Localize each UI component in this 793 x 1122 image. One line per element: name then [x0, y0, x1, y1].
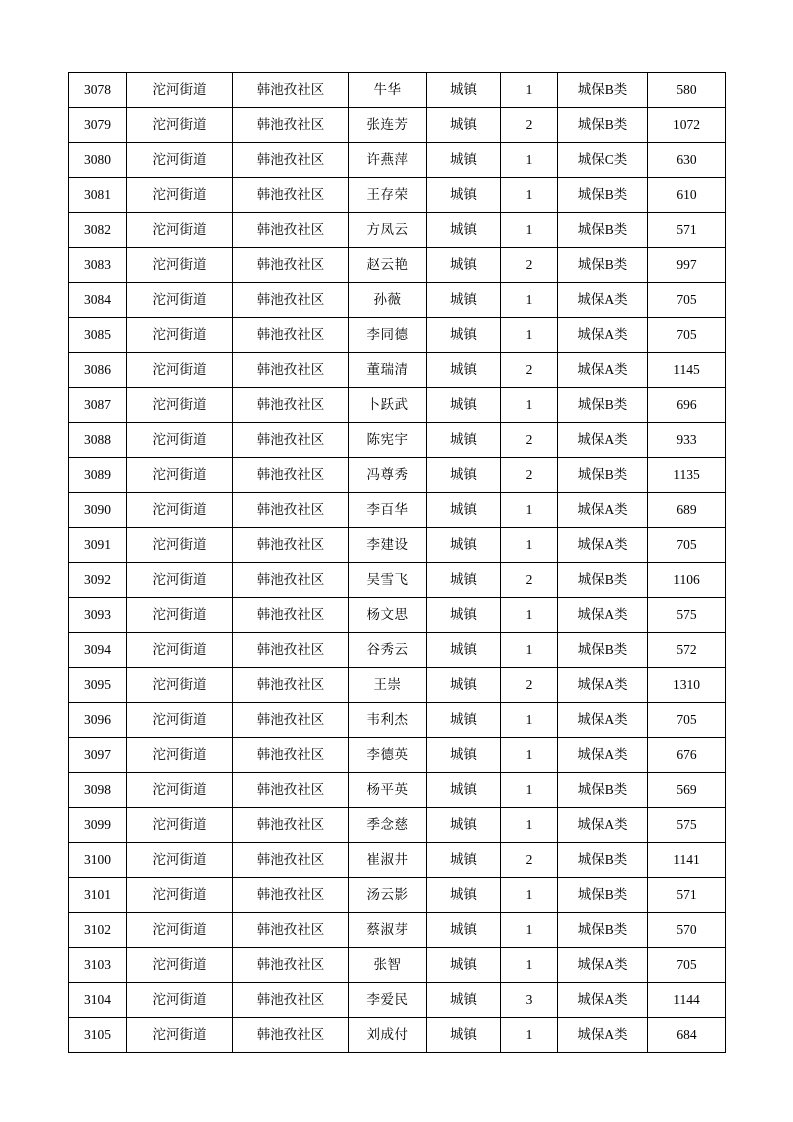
cell-household-type: 城镇	[427, 108, 501, 143]
cell-street: 沱河街道	[127, 213, 233, 248]
cell-category: 城保B类	[558, 843, 648, 878]
cell-household-type: 城镇	[427, 773, 501, 808]
cell-household-type: 城镇	[427, 493, 501, 528]
cell-category: 城保A类	[558, 283, 648, 318]
cell-person-count: 2	[501, 353, 558, 388]
cell-street: 沱河街道	[127, 353, 233, 388]
cell-person-count: 2	[501, 108, 558, 143]
cell-serial-number: 3105	[69, 1018, 127, 1053]
cell-person-name: 李建设	[349, 528, 427, 563]
cell-household-type: 城镇	[427, 878, 501, 913]
cell-community: 韩池孜社区	[233, 528, 349, 563]
cell-person-name: 汤云影	[349, 878, 427, 913]
cell-person-count: 1	[501, 178, 558, 213]
cell-household-type: 城镇	[427, 178, 501, 213]
cell-category: 城保B类	[558, 213, 648, 248]
cell-street: 沱河街道	[127, 73, 233, 108]
cell-person-name: 韦利杰	[349, 703, 427, 738]
cell-street: 沱河街道	[127, 143, 233, 178]
cell-household-type: 城镇	[427, 633, 501, 668]
cell-street: 沱河街道	[127, 738, 233, 773]
cell-serial-number: 3094	[69, 633, 127, 668]
cell-community: 韩池孜社区	[233, 493, 349, 528]
cell-person-count: 2	[501, 668, 558, 703]
cell-category: 城保A类	[558, 423, 648, 458]
cell-street: 沱河街道	[127, 878, 233, 913]
cell-person-name: 牛华	[349, 73, 427, 108]
cell-person-name: 许燕萍	[349, 143, 427, 178]
cell-category: 城保A类	[558, 948, 648, 983]
cell-category: 城保A类	[558, 738, 648, 773]
cell-street: 沱河街道	[127, 528, 233, 563]
cell-street: 沱河街道	[127, 318, 233, 353]
cell-category: 城保A类	[558, 353, 648, 388]
cell-household-type: 城镇	[427, 808, 501, 843]
cell-category: 城保B类	[558, 773, 648, 808]
cell-person-name: 李爱民	[349, 983, 427, 1018]
table-row	[69, 773, 726, 808]
cell-community: 韩池孜社区	[233, 423, 349, 458]
cell-serial-number: 3085	[69, 318, 127, 353]
cell-street: 沱河街道	[127, 283, 233, 318]
cell-community: 韩池孜社区	[233, 353, 349, 388]
cell-amount: 1106	[648, 563, 726, 598]
table-row	[69, 178, 726, 213]
cell-serial-number: 3095	[69, 668, 127, 703]
table-row	[69, 703, 726, 738]
cell-person-name: 冯尊秀	[349, 458, 427, 493]
cell-serial-number: 3092	[69, 563, 127, 598]
cell-street: 沱河街道	[127, 108, 233, 143]
cell-person-count: 1	[501, 703, 558, 738]
cell-person-count: 2	[501, 458, 558, 493]
cell-street: 沱河街道	[127, 668, 233, 703]
cell-person-count: 1	[501, 738, 558, 773]
cell-community: 韩池孜社区	[233, 843, 349, 878]
table-row	[69, 213, 726, 248]
cell-community: 韩池孜社区	[233, 563, 349, 598]
cell-serial-number: 3079	[69, 108, 127, 143]
cell-category: 城保A类	[558, 318, 648, 353]
cell-amount: 689	[648, 493, 726, 528]
cell-person-count: 1	[501, 213, 558, 248]
cell-person-name: 蔡淑芽	[349, 913, 427, 948]
cell-serial-number: 3081	[69, 178, 127, 213]
cell-community: 韩池孜社区	[233, 983, 349, 1018]
cell-serial-number: 3084	[69, 283, 127, 318]
cell-street: 沱河街道	[127, 843, 233, 878]
cell-community: 韩池孜社区	[233, 668, 349, 703]
cell-community: 韩池孜社区	[233, 598, 349, 633]
table-row	[69, 143, 726, 178]
cell-household-type: 城镇	[427, 668, 501, 703]
cell-category: 城保B类	[558, 458, 648, 493]
table-row	[69, 1018, 726, 1053]
cell-person-name: 董瑞清	[349, 353, 427, 388]
cell-person-name: 王崇	[349, 668, 427, 703]
cell-person-count: 1	[501, 73, 558, 108]
cell-person-name: 刘成付	[349, 1018, 427, 1053]
cell-street: 沱河街道	[127, 493, 233, 528]
cell-street: 沱河街道	[127, 633, 233, 668]
cell-person-name: 崔淑井	[349, 843, 427, 878]
cell-person-name: 杨平英	[349, 773, 427, 808]
cell-street: 沱河街道	[127, 948, 233, 983]
cell-community: 韩池孜社区	[233, 913, 349, 948]
cell-category: 城保B类	[558, 913, 648, 948]
cell-category: 城保A类	[558, 493, 648, 528]
cell-amount: 1072	[648, 108, 726, 143]
cell-amount: 571	[648, 213, 726, 248]
cell-street: 沱河街道	[127, 808, 233, 843]
cell-household-type: 城镇	[427, 563, 501, 598]
table-row	[69, 913, 726, 948]
cell-amount: 571	[648, 878, 726, 913]
cell-category: 城保B类	[558, 108, 648, 143]
cell-serial-number: 3093	[69, 598, 127, 633]
cell-community: 韩池孜社区	[233, 318, 349, 353]
cell-serial-number: 3102	[69, 913, 127, 948]
table-row	[69, 528, 726, 563]
cell-amount: 610	[648, 178, 726, 213]
cell-person-name: 王存荣	[349, 178, 427, 213]
cell-serial-number: 3091	[69, 528, 127, 563]
cell-person-count: 1	[501, 913, 558, 948]
cell-household-type: 城镇	[427, 703, 501, 738]
cell-street: 沱河街道	[127, 248, 233, 283]
cell-person-name: 谷秀云	[349, 633, 427, 668]
cell-amount: 630	[648, 143, 726, 178]
cell-person-count: 1	[501, 493, 558, 528]
cell-person-count: 3	[501, 983, 558, 1018]
cell-serial-number: 3082	[69, 213, 127, 248]
table-row	[69, 423, 726, 458]
cell-person-name: 李百华	[349, 493, 427, 528]
cell-person-name: 季念慈	[349, 808, 427, 843]
cell-serial-number: 3096	[69, 703, 127, 738]
cell-household-type: 城镇	[427, 598, 501, 633]
cell-person-name: 卜跃武	[349, 388, 427, 423]
cell-community: 韩池孜社区	[233, 108, 349, 143]
cell-amount: 696	[648, 388, 726, 423]
cell-person-count: 1	[501, 948, 558, 983]
cell-category: 城保B类	[558, 178, 648, 213]
subsidy-table	[68, 72, 726, 1053]
cell-street: 沱河街道	[127, 423, 233, 458]
cell-household-type: 城镇	[427, 73, 501, 108]
cell-amount: 705	[648, 283, 726, 318]
cell-person-name: 李同德	[349, 318, 427, 353]
cell-amount: 575	[648, 598, 726, 633]
cell-household-type: 城镇	[427, 213, 501, 248]
cell-serial-number: 3090	[69, 493, 127, 528]
cell-serial-number: 3083	[69, 248, 127, 283]
table-row	[69, 283, 726, 318]
cell-person-count: 1	[501, 388, 558, 423]
cell-person-name: 李德英	[349, 738, 427, 773]
cell-community: 韩池孜社区	[233, 283, 349, 318]
table-row	[69, 843, 726, 878]
cell-serial-number: 3080	[69, 143, 127, 178]
cell-category: 城保A类	[558, 703, 648, 738]
cell-household-type: 城镇	[427, 738, 501, 773]
cell-person-count: 1	[501, 633, 558, 668]
cell-household-type: 城镇	[427, 948, 501, 983]
table-body	[69, 73, 726, 1053]
cell-amount: 705	[648, 528, 726, 563]
cell-household-type: 城镇	[427, 458, 501, 493]
table-row	[69, 983, 726, 1018]
cell-serial-number: 3087	[69, 388, 127, 423]
cell-person-name: 杨文思	[349, 598, 427, 633]
cell-person-count: 1	[501, 528, 558, 563]
cell-amount: 575	[648, 808, 726, 843]
cell-household-type: 城镇	[427, 283, 501, 318]
cell-household-type: 城镇	[427, 318, 501, 353]
cell-street: 沱河街道	[127, 458, 233, 493]
cell-amount: 705	[648, 948, 726, 983]
cell-community: 韩池孜社区	[233, 178, 349, 213]
cell-community: 韩池孜社区	[233, 773, 349, 808]
table-row	[69, 633, 726, 668]
cell-household-type: 城镇	[427, 843, 501, 878]
cell-serial-number: 3088	[69, 423, 127, 458]
cell-amount: 705	[648, 318, 726, 353]
cell-household-type: 城镇	[427, 353, 501, 388]
cell-person-count: 2	[501, 248, 558, 283]
cell-serial-number: 3099	[69, 808, 127, 843]
cell-amount: 580	[648, 73, 726, 108]
cell-serial-number: 3097	[69, 738, 127, 773]
cell-person-name: 陈宪宇	[349, 423, 427, 458]
cell-community: 韩池孜社区	[233, 388, 349, 423]
cell-street: 沱河街道	[127, 563, 233, 598]
cell-community: 韩池孜社区	[233, 1018, 349, 1053]
cell-street: 沱河街道	[127, 1018, 233, 1053]
cell-serial-number: 3098	[69, 773, 127, 808]
cell-community: 韩池孜社区	[233, 143, 349, 178]
cell-serial-number: 3089	[69, 458, 127, 493]
table-row	[69, 808, 726, 843]
cell-street: 沱河街道	[127, 913, 233, 948]
table-row	[69, 598, 726, 633]
cell-category: 城保B类	[558, 73, 648, 108]
table-row	[69, 668, 726, 703]
cell-amount: 569	[648, 773, 726, 808]
cell-amount: 1135	[648, 458, 726, 493]
cell-amount: 570	[648, 913, 726, 948]
cell-street: 沱河街道	[127, 388, 233, 423]
cell-category: 城保C类	[558, 143, 648, 178]
cell-community: 韩池孜社区	[233, 948, 349, 983]
cell-amount: 572	[648, 633, 726, 668]
table-row	[69, 318, 726, 353]
cell-amount: 1141	[648, 843, 726, 878]
cell-household-type: 城镇	[427, 983, 501, 1018]
cell-street: 沱河街道	[127, 703, 233, 738]
cell-household-type: 城镇	[427, 248, 501, 283]
cell-household-type: 城镇	[427, 913, 501, 948]
cell-person-name: 方凤云	[349, 213, 427, 248]
cell-category: 城保B类	[558, 248, 648, 283]
cell-person-name: 张智	[349, 948, 427, 983]
table-row	[69, 948, 726, 983]
table-row	[69, 108, 726, 143]
cell-household-type: 城镇	[427, 1018, 501, 1053]
cell-amount: 676	[648, 738, 726, 773]
table-row	[69, 878, 726, 913]
cell-community: 韩池孜社区	[233, 458, 349, 493]
cell-serial-number: 3103	[69, 948, 127, 983]
cell-category: 城保A类	[558, 668, 648, 703]
cell-household-type: 城镇	[427, 423, 501, 458]
cell-person-name: 张连芳	[349, 108, 427, 143]
cell-amount: 705	[648, 703, 726, 738]
cell-category: 城保B类	[558, 388, 648, 423]
cell-person-count: 1	[501, 318, 558, 353]
cell-person-count: 1	[501, 808, 558, 843]
cell-category: 城保A类	[558, 808, 648, 843]
cell-street: 沱河街道	[127, 598, 233, 633]
cell-street: 沱河街道	[127, 983, 233, 1018]
cell-person-name: 赵云艳	[349, 248, 427, 283]
cell-person-count: 1	[501, 143, 558, 178]
cell-serial-number: 3104	[69, 983, 127, 1018]
cell-person-count: 1	[501, 773, 558, 808]
cell-amount: 684	[648, 1018, 726, 1053]
table-row	[69, 738, 726, 773]
table-row	[69, 353, 726, 388]
cell-community: 韩池孜社区	[233, 703, 349, 738]
cell-person-count: 2	[501, 423, 558, 458]
cell-category: 城保A类	[558, 598, 648, 633]
cell-amount: 1144	[648, 983, 726, 1018]
table-row	[69, 388, 726, 423]
cell-amount: 1145	[648, 353, 726, 388]
cell-household-type: 城镇	[427, 388, 501, 423]
cell-community: 韩池孜社区	[233, 248, 349, 283]
cell-person-name: 孙薇	[349, 283, 427, 318]
cell-person-count: 1	[501, 283, 558, 318]
cell-category: 城保B类	[558, 878, 648, 913]
cell-serial-number: 3101	[69, 878, 127, 913]
cell-category: 城保B类	[558, 633, 648, 668]
table-row	[69, 73, 726, 108]
cell-community: 韩池孜社区	[233, 878, 349, 913]
cell-amount: 1310	[648, 668, 726, 703]
cell-amount: 933	[648, 423, 726, 458]
cell-person-count: 2	[501, 563, 558, 598]
cell-category: 城保A类	[558, 528, 648, 563]
cell-street: 沱河街道	[127, 773, 233, 808]
cell-serial-number: 3078	[69, 73, 127, 108]
table-row	[69, 493, 726, 528]
cell-household-type: 城镇	[427, 528, 501, 563]
cell-community: 韩池孜社区	[233, 73, 349, 108]
cell-category: 城保A类	[558, 1018, 648, 1053]
cell-person-count: 2	[501, 843, 558, 878]
cell-household-type: 城镇	[427, 143, 501, 178]
cell-person-count: 1	[501, 598, 558, 633]
cell-category: 城保B类	[558, 563, 648, 598]
cell-person-name: 吴雪飞	[349, 563, 427, 598]
cell-community: 韩池孜社区	[233, 808, 349, 843]
cell-category: 城保A类	[558, 983, 648, 1018]
cell-community: 韩池孜社区	[233, 633, 349, 668]
table-row	[69, 248, 726, 283]
cell-amount: 997	[648, 248, 726, 283]
cell-serial-number: 3100	[69, 843, 127, 878]
cell-person-count: 1	[501, 1018, 558, 1053]
table-row	[69, 563, 726, 598]
cell-person-count: 1	[501, 878, 558, 913]
cell-serial-number: 3086	[69, 353, 127, 388]
cell-street: 沱河街道	[127, 178, 233, 213]
cell-community: 韩池孜社区	[233, 738, 349, 773]
cell-community: 韩池孜社区	[233, 213, 349, 248]
table-row	[69, 458, 726, 493]
